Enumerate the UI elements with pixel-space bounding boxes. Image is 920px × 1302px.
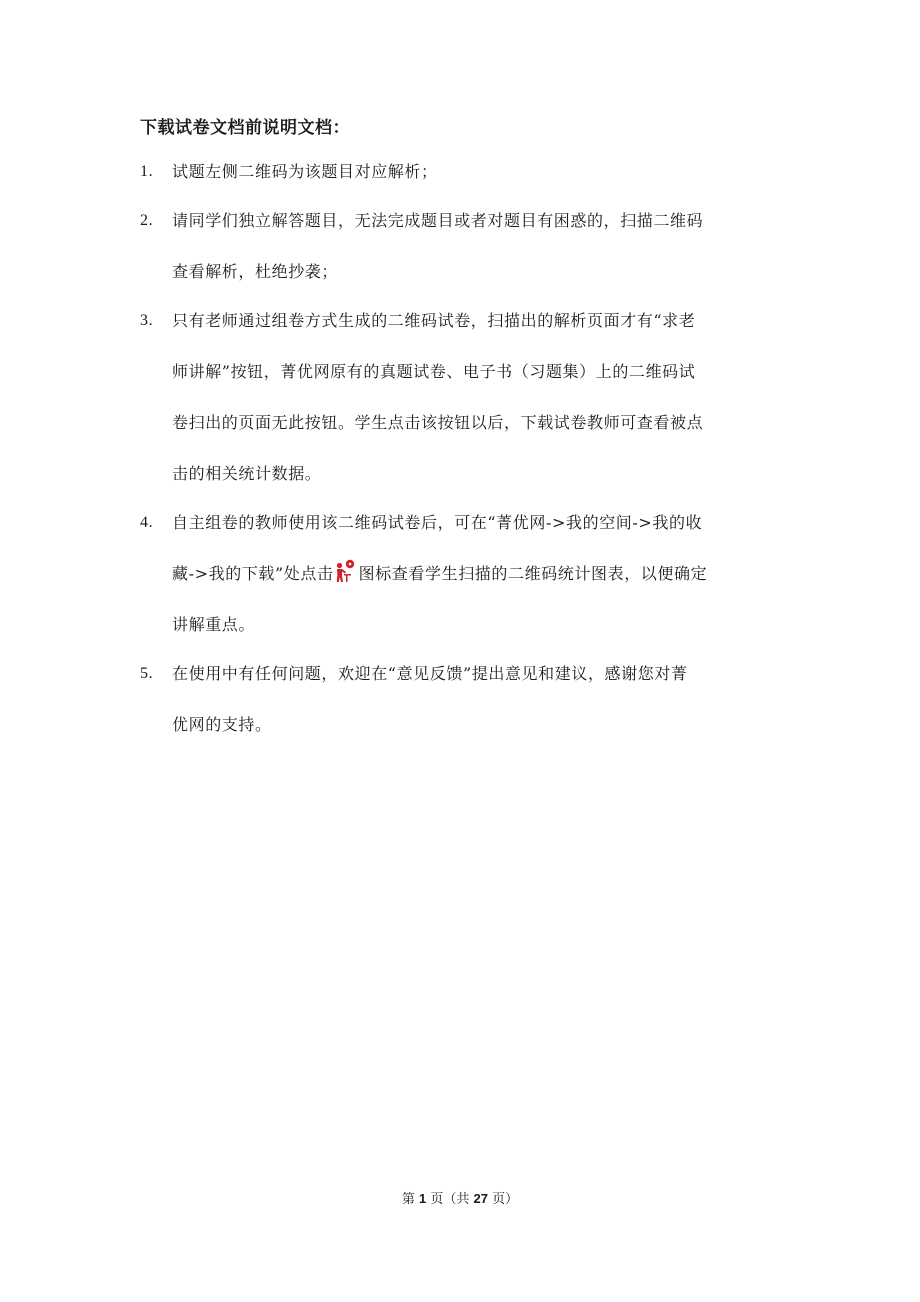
item-number: 4. — [140, 514, 154, 531]
page-footer — [0, 1188, 920, 1207]
footer-page-number: 1 — [419, 1191, 427, 1206]
item-text-line: 师讲解”按钮，菁优网原有的真题试卷、电子书（习题集）上的二维码试 — [172, 362, 696, 381]
instruction-list — [140, 146, 790, 748]
list-item — [140, 146, 790, 197]
footer-prefix: 第 — [401, 1192, 415, 1207]
list-item — [140, 195, 790, 297]
list-item — [140, 295, 790, 499]
item-text-line: 讲解重点。 — [172, 615, 256, 634]
teacher-explain-icon — [334, 552, 356, 576]
item-text-line: 查看解析，杜绝抄袭； — [172, 262, 339, 281]
list-item — [140, 497, 790, 650]
list-item — [140, 648, 790, 750]
footer-middle: 页（共 — [430, 1192, 470, 1207]
item-number: 1. — [140, 163, 154, 180]
item-text-line: 在使用中有任何问题，欢迎在“意见反馈”提出意见和建议，感谢您对菁 — [172, 664, 688, 683]
footer-suffix: 页） — [492, 1192, 519, 1207]
item-number: 3. — [140, 312, 154, 329]
item-text-line: 图标查看学生扫描的二维码统计图表，以便确定 — [358, 564, 708, 583]
item-number: 5. — [140, 665, 154, 682]
item-number: 2. — [140, 212, 154, 229]
item-text-line: 击的相关统计数据。 — [172, 464, 322, 483]
item-text-line: 自主组卷的教师使用该二维码试卷后，可在“菁优网->我的空间->我的收 — [172, 513, 703, 532]
document-title: 下载试卷文档前说明文档： — [140, 118, 350, 138]
item-text-line: 卷扫出的页面无此按钮。学生点击该按钮以后，下载试卷教师可查看被点 — [172, 413, 704, 432]
footer-total-pages: 27 — [473, 1191, 488, 1206]
item-text-line: 只有老师通过组卷方式生成的二维码试卷，扫描出的解析页面才有“求老 — [172, 311, 696, 330]
item-text-line: 请同学们独立解答题目，无法完成题目或者对题目有困惑的，扫描二维码 — [172, 211, 704, 230]
item-text-line: 优网的支持。 — [172, 715, 272, 734]
item-text-line: 藏->我的下载”处点击 — [172, 564, 334, 583]
item-text: 试题左侧二维码为该题目对应解析； — [172, 162, 438, 181]
